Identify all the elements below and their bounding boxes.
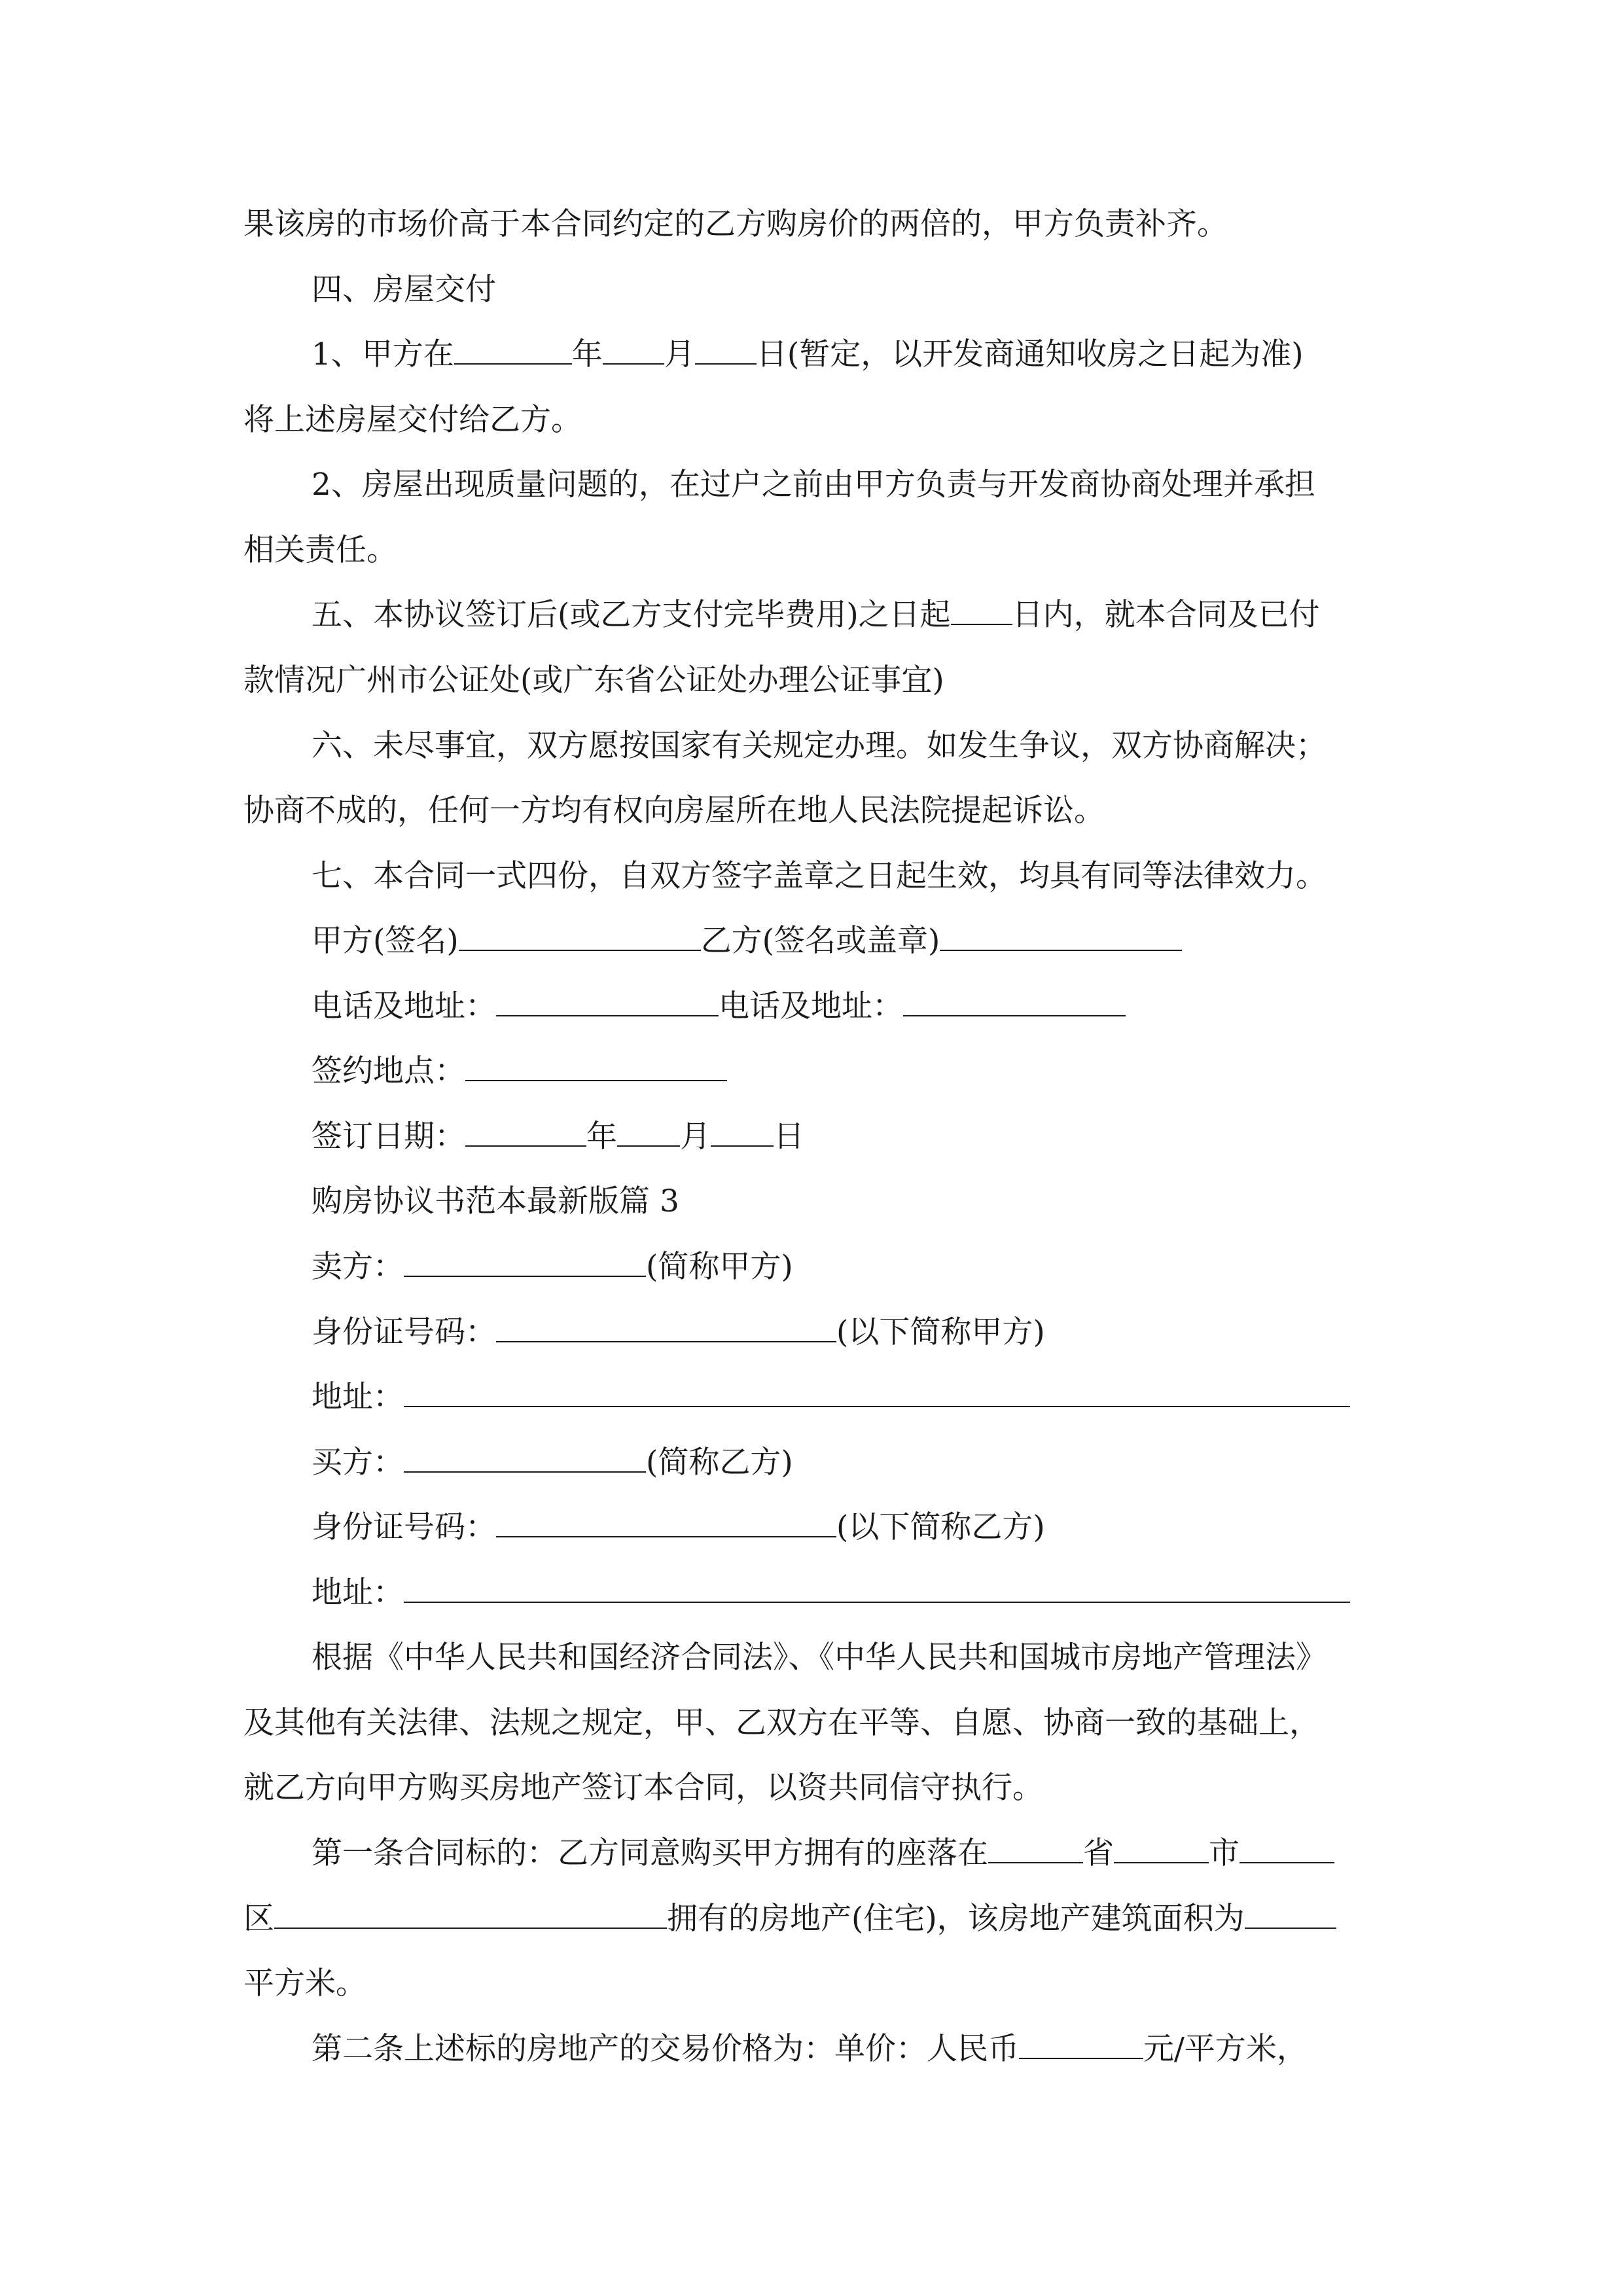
city-blank[interactable] xyxy=(1114,1835,1209,1863)
location-blank[interactable] xyxy=(274,1900,667,1929)
article-1-line: 第一条合同标的：乙方同意购买甲方拥有的座落在 省 市 xyxy=(312,1834,1334,1873)
paragraph-line: 果该房的市场价高于本合同约定的乙方购房价的两倍的，甲方负责补齐。 xyxy=(243,206,1228,242)
seller-id-blank[interactable] xyxy=(496,1314,836,1342)
buyer-name-blank[interactable] xyxy=(404,1444,646,1473)
paragraph-line: 2、房屋出现质量问题的，在过户之前由甲方负责与开发商协商处理并承担 xyxy=(312,467,1315,503)
fill-blank[interactable] xyxy=(603,336,664,365)
fill-blank[interactable] xyxy=(454,336,572,365)
sign-place-blank[interactable] xyxy=(465,1052,727,1081)
party-b-contact-blank[interactable] xyxy=(903,988,1126,1016)
paragraph-line: 款情况广州市公证处(或广东省公证处办理公证事宜) xyxy=(243,662,944,698)
sign-date-line: 签订日期： 年 月 日 xyxy=(312,1119,804,1155)
signature-line: 甲方(签名) 乙方(签名或盖章) xyxy=(312,922,1182,961)
party-a-contact-blank[interactable] xyxy=(496,988,719,1016)
party-b-signature-blank[interactable] xyxy=(940,922,1182,951)
seller-address-blank[interactable] xyxy=(404,1378,1350,1407)
district-blank[interactable] xyxy=(1240,1835,1334,1863)
paragraph-line: 就乙方向甲方购买房地产签订本合同，以资共同信守执行。 xyxy=(243,1770,1043,1806)
buyer-line: 买方： (简称乙方) xyxy=(312,1444,793,1480)
party-a-signature-blank[interactable] xyxy=(459,922,701,951)
fill-blank[interactable] xyxy=(617,1118,680,1147)
buyer-address-line: 地址： xyxy=(312,1573,1350,1613)
province-blank[interactable] xyxy=(988,1835,1083,1863)
area-blank[interactable] xyxy=(1245,1900,1336,1929)
paragraph-line: 协商不成的，任何一方均有权向房屋所在地人民法院提起诉讼。 xyxy=(243,793,1105,829)
sign-place-line: 签约地点： xyxy=(312,1052,727,1091)
fill-blank[interactable] xyxy=(951,596,1012,625)
buyer-address-blank[interactable] xyxy=(404,1574,1350,1603)
fill-blank[interactable] xyxy=(695,336,757,365)
paragraph-line: 五、本协议签订后(或乙方支付完毕费用)之日起 日内，就本合同及已付 xyxy=(312,597,1320,633)
buyer-id-blank[interactable] xyxy=(496,1509,836,1537)
paragraph-line: 平方米。 xyxy=(243,1965,366,2001)
seller-line: 卖方： (简称甲方) xyxy=(312,1249,793,1285)
paragraph-line: 根据《中华人民共和国经济合同法》、《中华人民共和国城市房地产管理法》 xyxy=(312,1640,1327,1676)
contact-line: 电话及地址： 电话及地址： xyxy=(312,987,1126,1026)
seller-id-line: 身份证号码： (以下简称甲方) xyxy=(312,1314,1045,1350)
paragraph-line: 及其他有关法律、法规之规定，甲、乙双方在平等、自愿、协商一致的基础上， xyxy=(243,1705,1320,1741)
buyer-id-line: 身份证号码： (以下简称乙方) xyxy=(312,1509,1045,1545)
seller-address-line: 地址： xyxy=(312,1378,1350,1417)
paragraph-line: 将上述房屋交付给乙方。 xyxy=(243,402,582,438)
paragraph-line: 六、未尽事宜，双方愿按国家有关规定办理。如发生争议，双方协商解决； xyxy=(312,728,1327,764)
fill-blank[interactable] xyxy=(711,1118,774,1147)
article-1-line: 区 拥有的房地产(住宅)，该房地产建筑面积为 xyxy=(243,1899,1336,1939)
fill-blank[interactable] xyxy=(465,1118,586,1147)
seller-name-blank[interactable] xyxy=(404,1248,646,1277)
paragraph-line: 相关责任。 xyxy=(243,532,397,568)
section-title: 购房协议书范本最新版篇 3 xyxy=(312,1183,679,1219)
unit-price-blank[interactable] xyxy=(1019,2030,1143,2059)
paragraph-line: 七、本合同一式四份，自双方签字盖章之日起生效，均具有同等法律效力。 xyxy=(312,858,1327,894)
article-2-line: 第二条上述标的房地产的交易价格为：单价：人民币 元/平方米， xyxy=(312,2031,1308,2067)
section-title: 四、房屋交付 xyxy=(312,272,496,308)
paragraph-line: 1、甲方在 年 月 日(暂定，以开发商通知收房之日起为准) xyxy=(312,336,1304,372)
